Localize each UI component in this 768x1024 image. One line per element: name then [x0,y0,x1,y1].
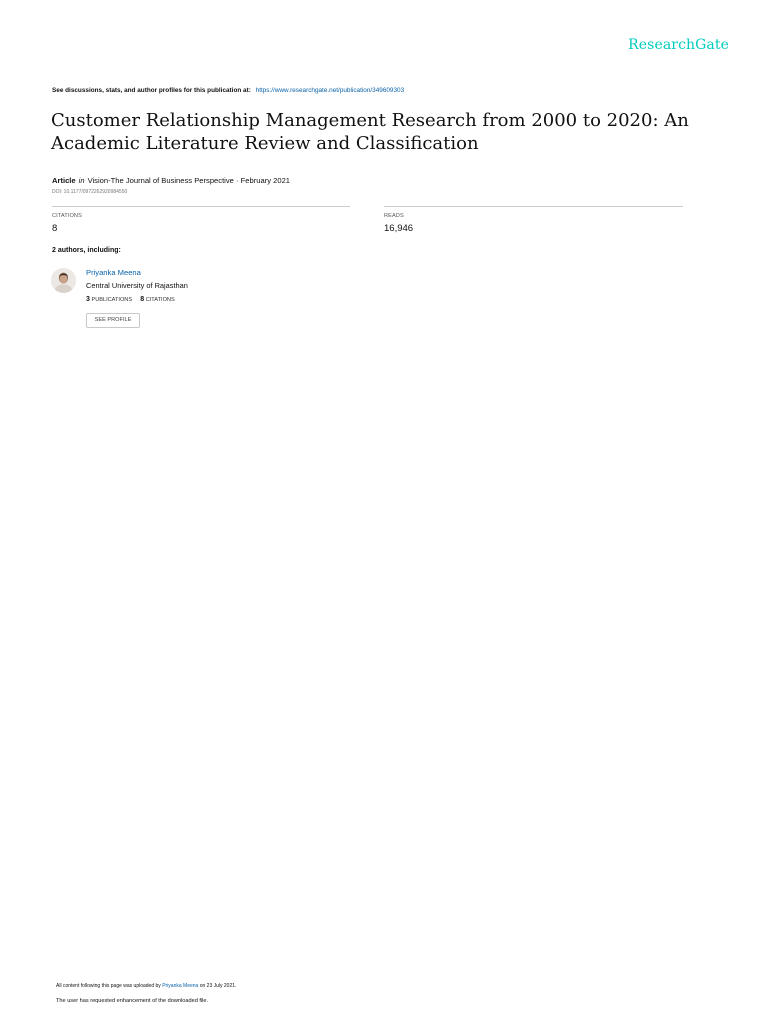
publication-title-line-2: Academic Literature Review and Classification [51,133,479,154]
discussion-text: See discussions, stats, and author profiles for this publication at: [52,87,251,94]
citations-divider [52,206,350,207]
enhancement-request-notice: The user has requested enhancement of the downloaded file. [56,998,209,1004]
in-label: in [78,176,85,185]
author-publications-label: PUBLICATIONS [91,297,133,303]
publication-title [51,109,691,155]
publication-meta [52,176,290,185]
publication-type: Article [52,176,76,185]
upload-notice [56,983,236,989]
author-institution: Central University of Rajasthan [86,281,188,290]
publication-title-line-1: Customer Relationship Management Research from 2000 to 2020: An [51,110,689,131]
publication-url-link[interactable]: https://www.researchgate.net/publication/349609303 [255,87,405,94]
see-profile-button[interactable]: SEE PROFILE [86,313,140,328]
upload-prefix: All content following this page was uploaded by [56,983,161,989]
reads-label: READS [384,213,404,219]
author-name-link[interactable]: Priyanka Meena [86,268,141,277]
journal-date: Vision-The Journal of Business Perspective · February 2021 [87,176,291,185]
researchgate-logo[interactable]: ResearchGate [628,37,729,53]
doi-text: DOI: 10.1177/0972262920984550 [52,189,128,195]
author-citations-label: CITATIONS [145,297,175,303]
author-citations-count: 8 [140,296,145,303]
reads-value: 16,946 [384,223,414,234]
reads-divider [384,206,683,207]
authors-heading: 2 authors, including: [52,247,121,254]
upload-suffix: on 23 July 2021. [199,983,237,989]
citations-label: CITATIONS [52,213,82,219]
author-publications-count: 3 [86,296,90,303]
uploader-link[interactable]: Priyanka Meena [162,983,199,989]
discussion-notice [52,87,404,94]
person-avatar-icon[interactable] [51,268,76,293]
author-stats [86,296,175,303]
citations-value: 8 [52,223,58,234]
